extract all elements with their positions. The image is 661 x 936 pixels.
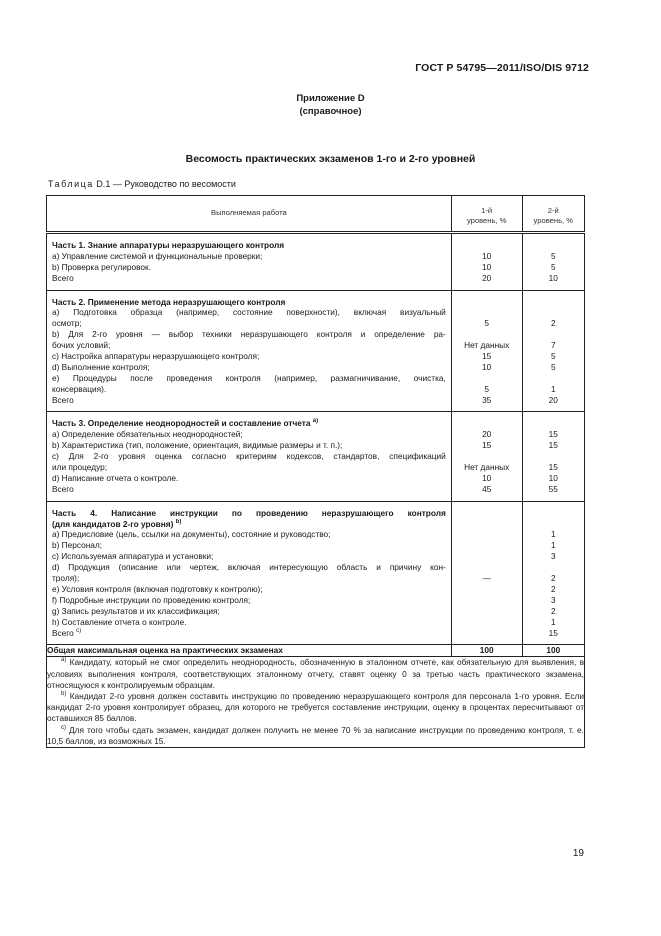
total-label: Общая максимальная оценка на практических экзаменах — [47, 645, 452, 657]
list-item: с) Настройка аппаратуры неразрушающего контроля; — [52, 351, 260, 362]
list-item: бочих условий; — [52, 340, 111, 351]
part4-total-label: Всего $^{c)}$ — [52, 627, 82, 638]
list-item: b) Характеристика (тип, положение, ориентация, видимые размеры и т. п.); — [52, 440, 343, 451]
caption-prefix: Таблица — [48, 179, 94, 189]
part2-total-label: Всего — [52, 394, 74, 405]
list-item: b) Проверка регулировок. — [52, 261, 151, 272]
standard-code: ГОСТ Р 54795—2011/ISO/DIS 9712 — [415, 62, 589, 74]
part4-description — [47, 501, 452, 645]
part3-total-label: Всего — [52, 483, 74, 494]
header-level2: 2-й уровень, % — [522, 196, 584, 233]
list-item: а) Подготовка образца (например, состояние поверхности), включая визуальный — [52, 307, 446, 318]
part2-title: Часть 2. Применение метода неразрушающего контроля — [52, 296, 286, 307]
part2-level2: 2 7 5 5 1 20 — [522, 290, 584, 412]
table-row-notes — [47, 657, 585, 748]
part1-total-label: Всего — [52, 272, 74, 283]
list-item: b) Для 2-го уровня — выбор техники неразрушающего контроля и определение ра- — [52, 329, 446, 340]
dash-value: — — [482, 573, 491, 584]
part4-title-cont: (для кандидатов 2-го уровня) $^{b)}$ — [52, 518, 182, 529]
part3-title: Часть 3. Определение неоднородностей и составление отчета $^{a)}$ — [52, 418, 319, 429]
part1-level1: 10 10 20 — [451, 233, 522, 291]
part2-description — [47, 290, 452, 412]
caption-text: — Руководство по весомости — [112, 179, 236, 189]
page-title: Весомость практических экзаменов 1-го и 2-го уровней — [185, 153, 476, 165]
list-item: d) Написание отчета о контроле. — [52, 472, 179, 483]
caption-number: D.1 — [96, 179, 111, 189]
list-item: троля); — [52, 573, 80, 584]
list-item: d) Продукция (описание или чертеж, включая интересующую область и причину кон- — [52, 562, 446, 573]
table-row-part4 — [47, 501, 585, 645]
list-item: f) Подробные инструкции по проведению контроля; — [52, 594, 251, 605]
table-notes — [47, 657, 585, 748]
part4-title: Часть 4. Написание инструкции по проведению неразрушающего контроля — [52, 507, 446, 518]
appendix-label: Приложение D — [296, 93, 365, 104]
list-item: d) Выполнение контроля; — [52, 361, 150, 372]
appendix-heading — [0, 92, 661, 118]
table-row-part1 — [47, 233, 585, 291]
header-work: Выполняемая работа — [47, 196, 452, 233]
part3-level2: 15 15 15 10 55 — [522, 412, 584, 501]
part3-description — [47, 412, 452, 501]
table-row-total — [47, 645, 585, 657]
weighting-table — [46, 195, 585, 748]
header-level1: 1-й уровень, % — [451, 196, 522, 233]
footnote-a: $^{a)}$ Кандидату, который не смог определить неоднородность, обозначенную в эталонном отчете, как обязательную для выявления, в условиях выполнения контроля, соответствующих эталонному отчету, ставят оценку 0 за третью часть практического экзамена, относящуюся к контролируемым образцам. — [47, 657, 584, 690]
list-item: g) Запись результатов и их классификация; — [52, 605, 220, 616]
part2-level1: 5 Нет данных 15 10 5 35 — [451, 290, 522, 412]
part1-title: Часть 1. Знание аппаратуры неразрушающего контроля — [52, 240, 285, 250]
list-item: консервация). — [52, 383, 107, 394]
part1-description — [47, 233, 452, 291]
list-item: е) Условия контроля (включая подготовку к контролю); — [52, 583, 263, 594]
list-item: а) Управление системой и функциональные проверки; — [52, 250, 263, 261]
list-item: а) Определение обязательных неоднородностей; — [52, 429, 243, 440]
list-item: с) Используемая аппаратура и установки; — [52, 551, 214, 562]
part4-level1 — [451, 501, 522, 645]
list-item: b) Персонал; — [52, 540, 103, 551]
page-number: 19 — [572, 848, 584, 859]
list-item: осмотр; — [52, 318, 82, 329]
table-header-row — [47, 196, 585, 233]
list-item: h) Составление отчета о контроле. — [52, 616, 187, 627]
part4-level2: 1 1 3 2 2 3 2 1 15 — [522, 501, 584, 645]
table-row-part2 — [47, 290, 585, 412]
list-item: с) Для 2-го уровня оценка согласно критериям кодексов, стандартов, спецификаций — [52, 451, 446, 462]
list-item: а) Предисловие (цель, ссылки на документы), состояние и руководство; — [52, 529, 331, 540]
list-item: или процедур; — [52, 462, 108, 473]
table-caption — [48, 179, 236, 189]
appendix-type: (справочное) — [299, 106, 362, 117]
footnote-b: $^{b)}$ Кандидат 2-го уровня должен составить инструкцию по проведению неразрушающего контроля для персонала 1-го уровня. Если кандидат 2-го уровня контролирует образец, для которого не требуется составление инструкции, оценку в процентах пересчитывают от оставшихся 85 баллов. — [47, 690, 584, 724]
part1-level2: 5 5 10 — [522, 233, 584, 291]
total-level1: 100 — [451, 645, 522, 657]
part3-level1: 20 15 Нет данных 10 45 — [451, 412, 522, 501]
total-level2: 100 — [522, 645, 584, 657]
table-row-part3 — [47, 412, 585, 501]
list-item: е) Процедуры после проведения контроля (например, размагничивание, очистка, — [52, 372, 446, 383]
footnote-c: $^{c)}$ Для того чтобы сдать экзамен, кандидат должен получить не менее 70 % за написание инструкции по проведению контроля, т. е. 10,5 баллов, из возможных 15. — [47, 724, 584, 746]
